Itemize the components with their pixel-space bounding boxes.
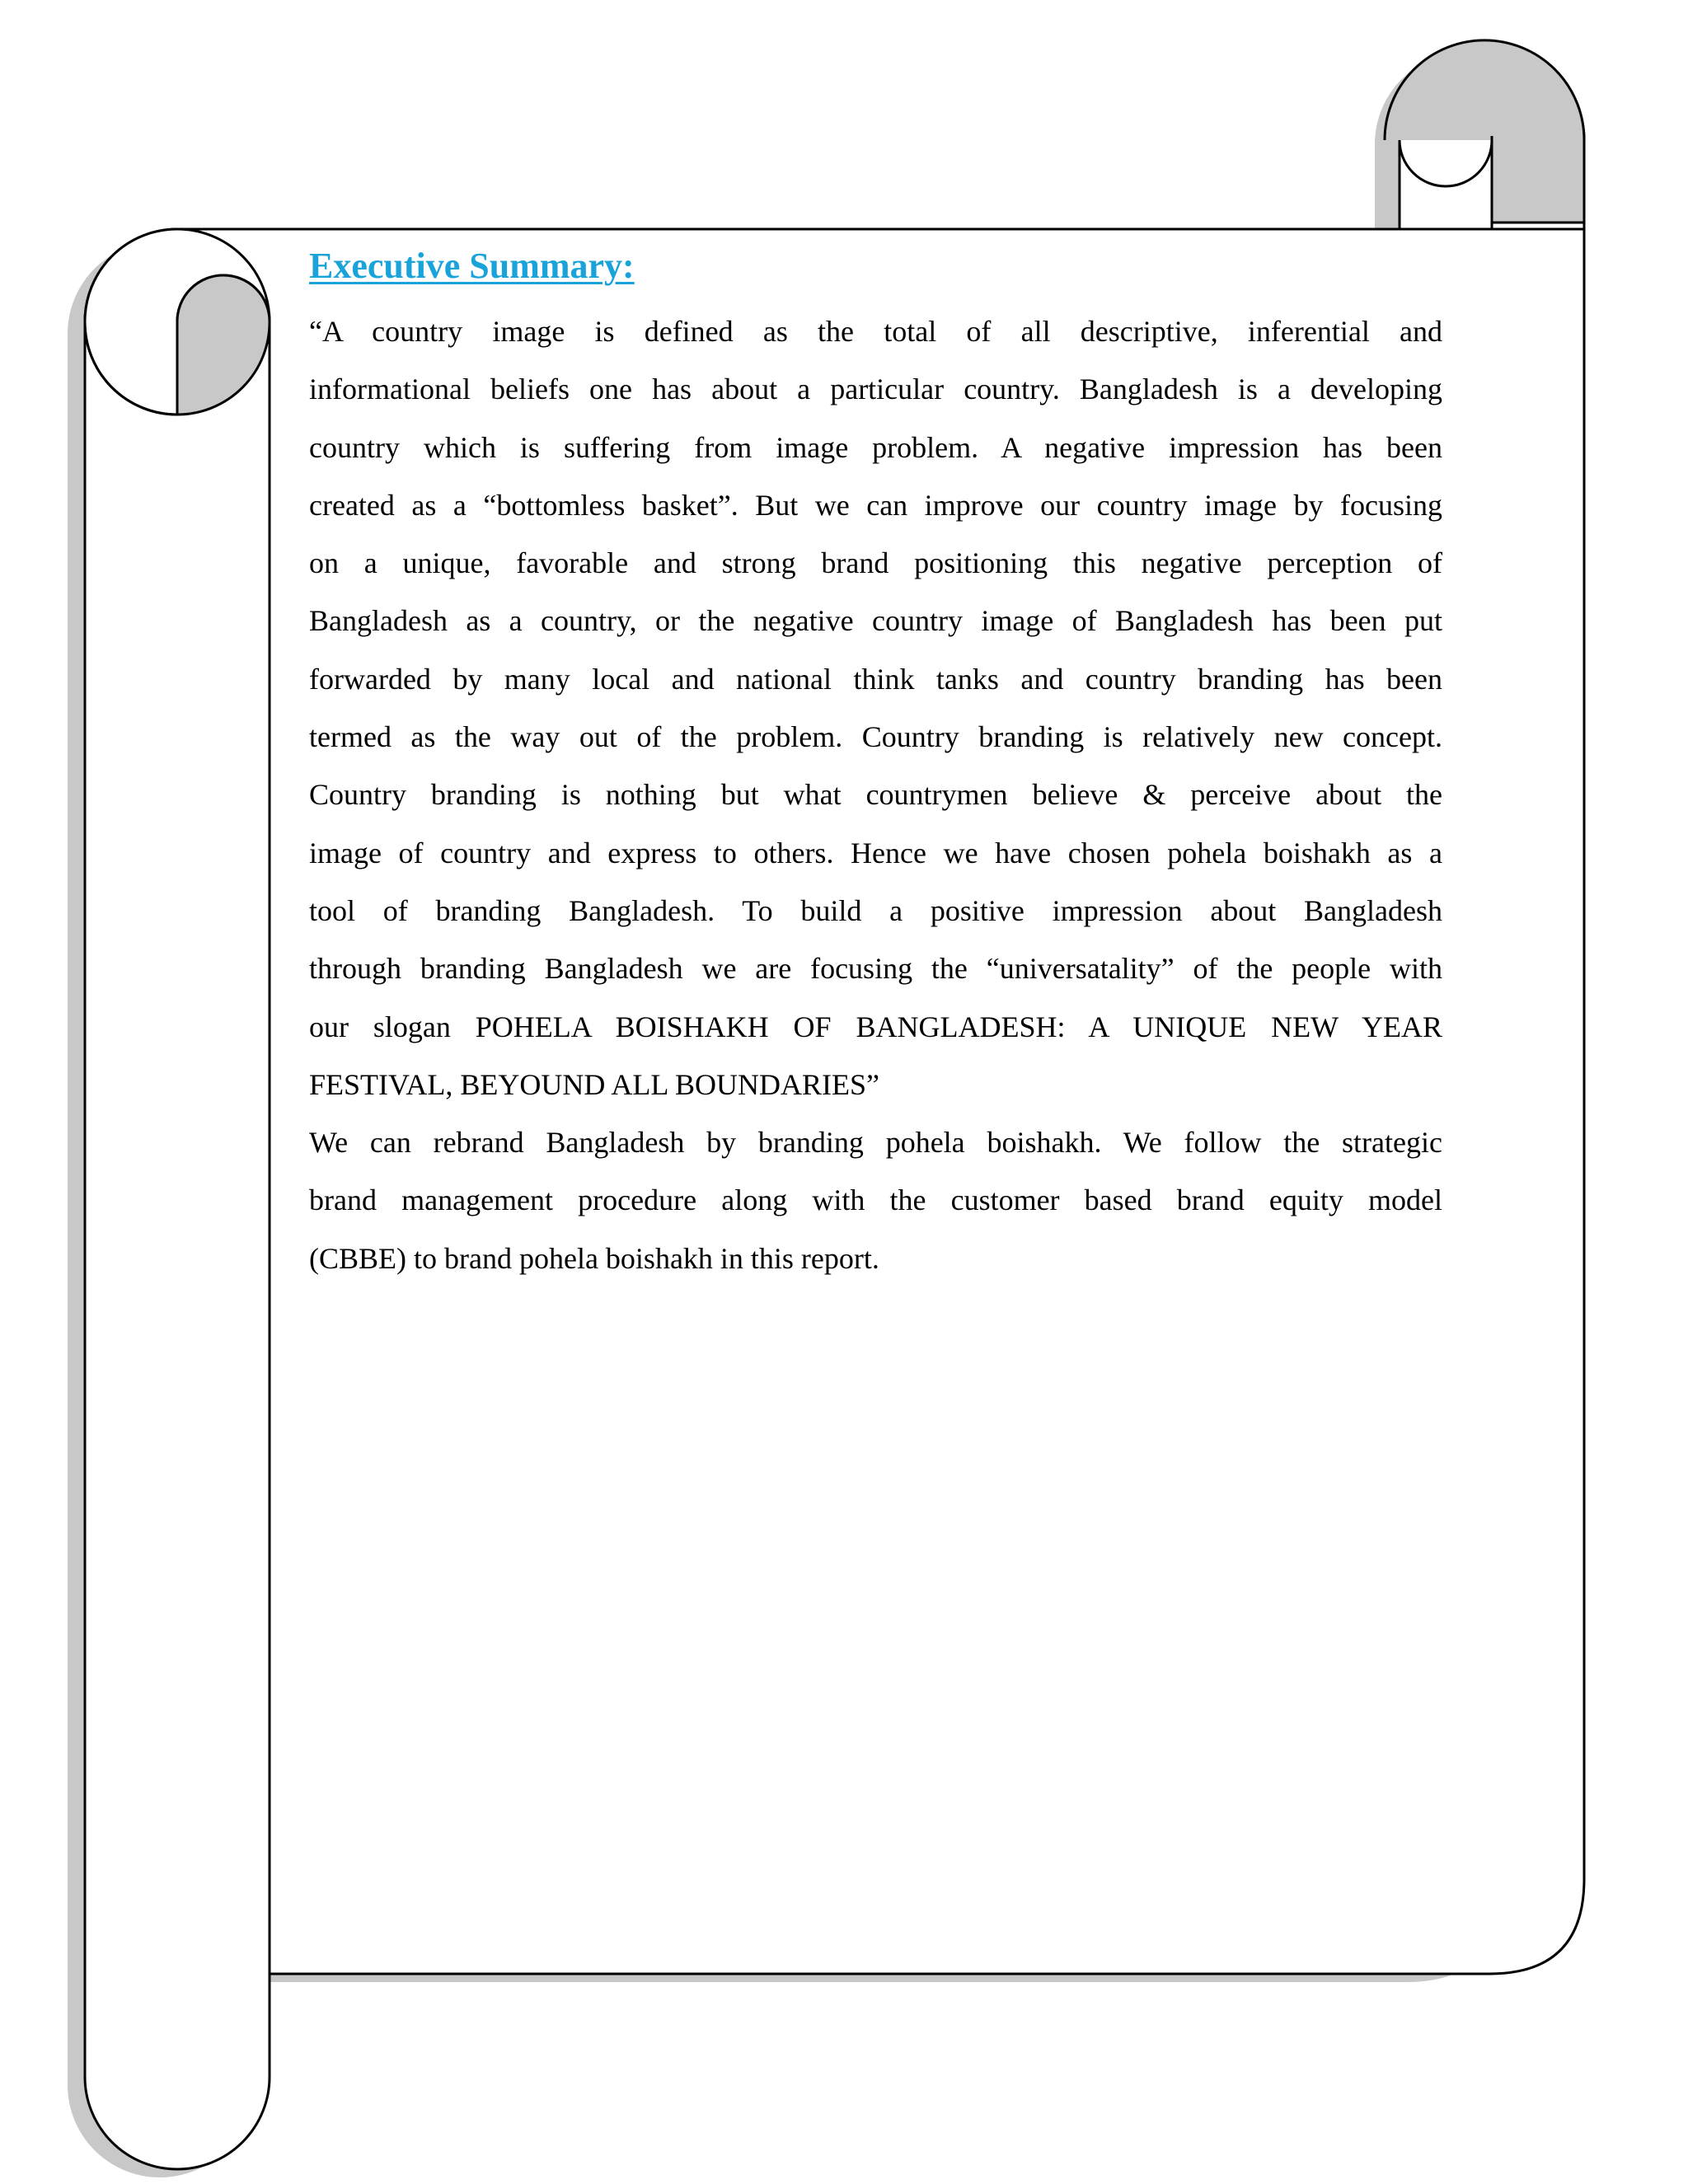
body-line-13: our slogan POHELA BOISHAKH OF BANGLADESH: A UNIQUE NEW YEAR <box>309 1010 1442 1043</box>
body-line-12: through branding Bangladesh we are focusing the “universatality” of the people with <box>309 952 1442 986</box>
body-line-14: FESTIVAL, BEYOUND ALL BOUNDARIES” <box>309 1067 879 1101</box>
body-line-6: Bangladesh as a country, or the negative country image of Bangladesh has been put <box>309 604 1442 638</box>
body-text <box>309 302 1442 1287</box>
document-content <box>309 241 1442 1287</box>
body-line-8: termed as the way out of the problem. Country branding is relatively new concept. <box>309 720 1442 754</box>
body-line-7: forwarded by many local and national think tanks and country branding has been <box>309 662 1442 696</box>
body-line-5: on a unique, favorable and strong brand positioning this negative perception of <box>309 546 1442 580</box>
top-right-curl <box>1385 40 1584 229</box>
body-line-10: image of country and express to others. Hence we have chosen pohela boishakh as a <box>309 836 1442 869</box>
body-line-11: tool of branding Bangladesh. To build a positive impression about Bangladesh <box>309 893 1442 927</box>
section-heading: Executive Summary: <box>309 246 635 286</box>
body-line-17: (CBBE) to brand pohela boishakh in this report. <box>309 1241 879 1275</box>
body-line-4: created as a “bottomless basket”. But we can improve our country image by focusing <box>309 488 1442 522</box>
body-line-3: country which is suffering from image problem. A negative impression has been <box>309 430 1442 464</box>
body-line-9: Country branding is nothing but what countrymen believe & perceive about the <box>309 778 1442 812</box>
body-line-16: brand management procedure along with the customer based brand equity model <box>309 1183 1442 1217</box>
body-line-15: We can rebrand Bangladesh by branding pohela boishakh. We follow the strategic <box>309 1126 1442 1160</box>
body-line-2: informational beliefs one has about a particular country. Bangladesh is a developing <box>309 373 1442 406</box>
body-line-1: “A country image is defined as the total of all descriptive, inferential and <box>309 315 1442 348</box>
